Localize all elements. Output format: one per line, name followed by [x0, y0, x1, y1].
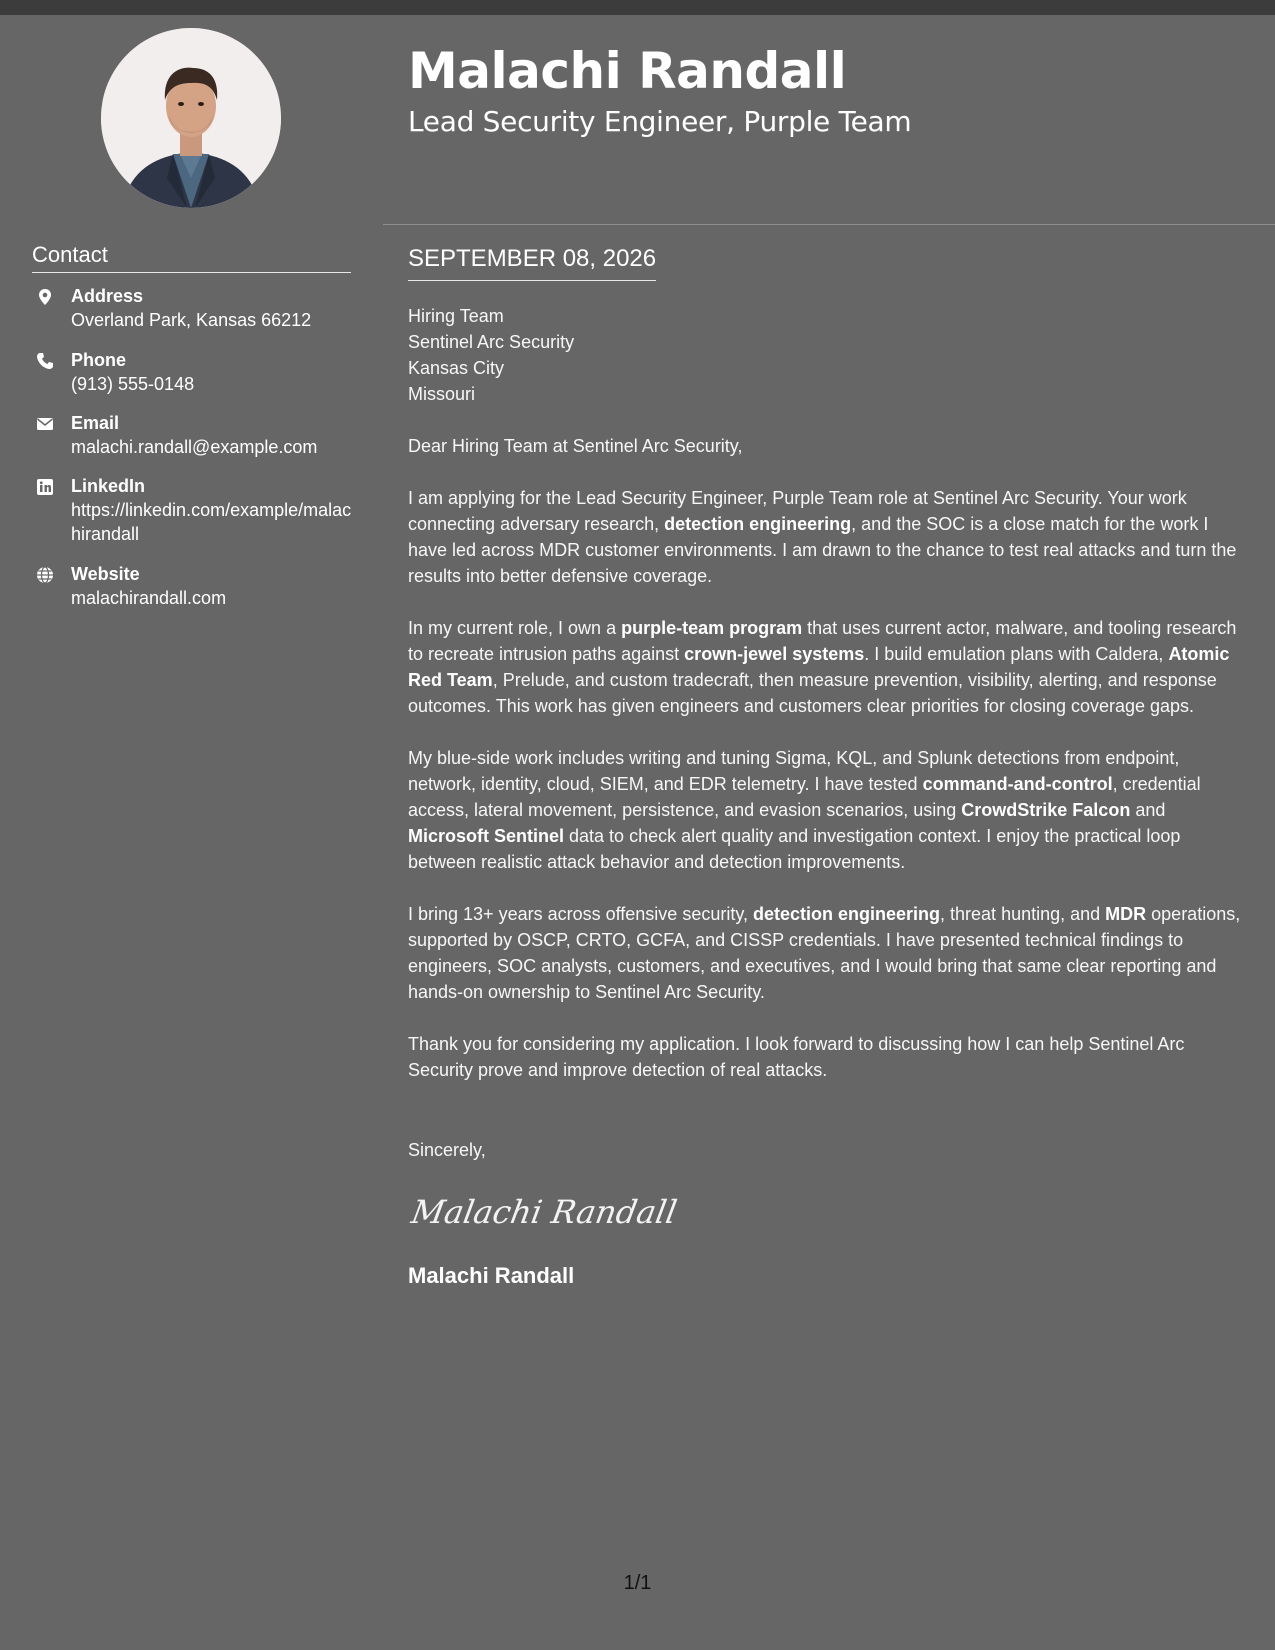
letter-body: [408, 303, 1248, 1291]
paragraph-text: I am applying for the Lead Security Engineer, Purple Team role at Sentinel Arc Security. Your work connecting adversary research,: [408, 488, 1187, 534]
emphasis-text: crown-jewel systems: [684, 644, 865, 664]
contact-label: Address: [71, 286, 144, 306]
contact-label: Phone: [71, 350, 127, 370]
emphasis-text: CrowdStrike Falcon: [961, 800, 1131, 820]
recipient-line: Sentinel Arc Security: [408, 332, 575, 352]
phone-icon: [36, 352, 54, 370]
recipient-block: [408, 303, 1248, 407]
emphasis-text: purple-team program: [621, 618, 803, 638]
paragraph-text: , Prelude, and custom tradecraft, then measure prevention, visibility, alerting, and response outcomes. This work has given engineers and customers clear priorities for closing coverage gaps.: [408, 670, 1217, 716]
candidate-name: Malachi Randall: [408, 42, 847, 100]
emphasis-text: Atomic Red Team: [408, 644, 1230, 690]
contact-value[interactable]: malachirandall.com: [71, 588, 227, 608]
signed-name: Malachi Randall: [408, 1263, 575, 1288]
emphasis-text: detection engineering: [664, 514, 852, 534]
signature-image: [408, 1189, 708, 1235]
paragraph-text: . I build emulation plans with Caldera,: [864, 644, 1169, 664]
contact-label: Email: [71, 413, 120, 433]
paragraph-text: My blue-side work includes writing and tuning Sigma, KQL, and Splunk detections from endpoint, network, identity, cloud, SIEM, and EDR telemetry. I have tested: [408, 748, 1180, 794]
contact-value: Overland Park, Kansas 66212: [71, 310, 312, 330]
letter-paragraph: [408, 745, 1248, 875]
recipient-line: Hiring Team: [408, 306, 504, 326]
paragraph-text: data to check alert quality and investigation context. I enjoy the practical loop between realistic attack behavior and detection improvements.: [408, 826, 1181, 872]
page-number: 1/1: [623, 1572, 652, 1594]
letter-paragraphs: [408, 485, 1248, 1083]
profile-photo: [101, 28, 281, 208]
contact-label: Website: [71, 564, 140, 584]
top-bar: [0, 0, 1275, 15]
emphasis-text: detection engineering: [753, 904, 941, 924]
linkedin-icon: [36, 478, 54, 496]
candidate-title: Lead Security Engineer, Purple Team: [408, 105, 912, 138]
letter-paragraph: [408, 615, 1248, 719]
contact-value[interactable]: malachi.randall@example.com: [71, 437, 318, 457]
header-divider: [383, 224, 1275, 225]
paragraph-text: Thank you for considering my application. I look forward to discussing how I can help Sentinel Arc Security prove and improve detection of real attacks.: [408, 1034, 1185, 1080]
paragraph-text: I bring 13+ years across offensive security,: [408, 904, 753, 924]
paragraph-text: and: [1130, 800, 1166, 820]
contact-value: (913) 555-0148: [71, 374, 195, 394]
emphasis-text: command-and-control: [922, 774, 1113, 794]
emphasis-text: Microsoft Sentinel: [408, 826, 565, 846]
paragraph-text: , threat hunting, and: [940, 904, 1106, 924]
contact-label: LinkedIn: [71, 476, 146, 496]
recipient-line: Kansas City: [408, 358, 505, 378]
letter-paragraph: [408, 1031, 1248, 1083]
paragraph-text: that uses current actor, malware, and tooling research to recreate intrusion paths against: [408, 618, 1237, 664]
portrait-illustration: [101, 28, 281, 208]
map-pin-icon: [36, 288, 54, 306]
contact-value[interactable]: https://linkedin.com/example/malachirandall: [71, 500, 352, 544]
salutation: Dear Hiring Team at Sentinel Arc Security,: [408, 436, 743, 456]
signature-text: Malachi Randall: [408, 1193, 680, 1231]
paragraph-text: operations, supported by OSCP, CRTO, GCFA, and CISSP credentials. I have presented technical findings to engineers, SOC analysts, customers, and executives, and I would bring that same clear reporting and hands-on ownership to Sentinel Arc Security.: [408, 904, 1241, 1002]
envelope-icon: [36, 415, 54, 433]
letter-paragraph: [408, 901, 1248, 1005]
letter-paragraph: [408, 485, 1248, 589]
closing: Sincerely,: [408, 1140, 486, 1160]
globe-icon: [36, 566, 54, 584]
contact-heading: Contact: [32, 240, 351, 273]
recipient-line: Missouri: [408, 384, 476, 404]
letter-date: SEPTEMBER 08, 2026: [408, 244, 656, 281]
emphasis-text: MDR: [1105, 904, 1147, 924]
paragraph-text: In my current role, I own a: [408, 618, 622, 638]
paragraph-text: , credential access, lateral movement, persistence, and evasion scenarios, using: [408, 774, 1201, 820]
paragraph-text: , and the SOC is a close match for the work I have led across MDR customer environments. I am drawn to the chance to test real attacks and turn the results into better defensive coverage.: [408, 514, 1237, 586]
